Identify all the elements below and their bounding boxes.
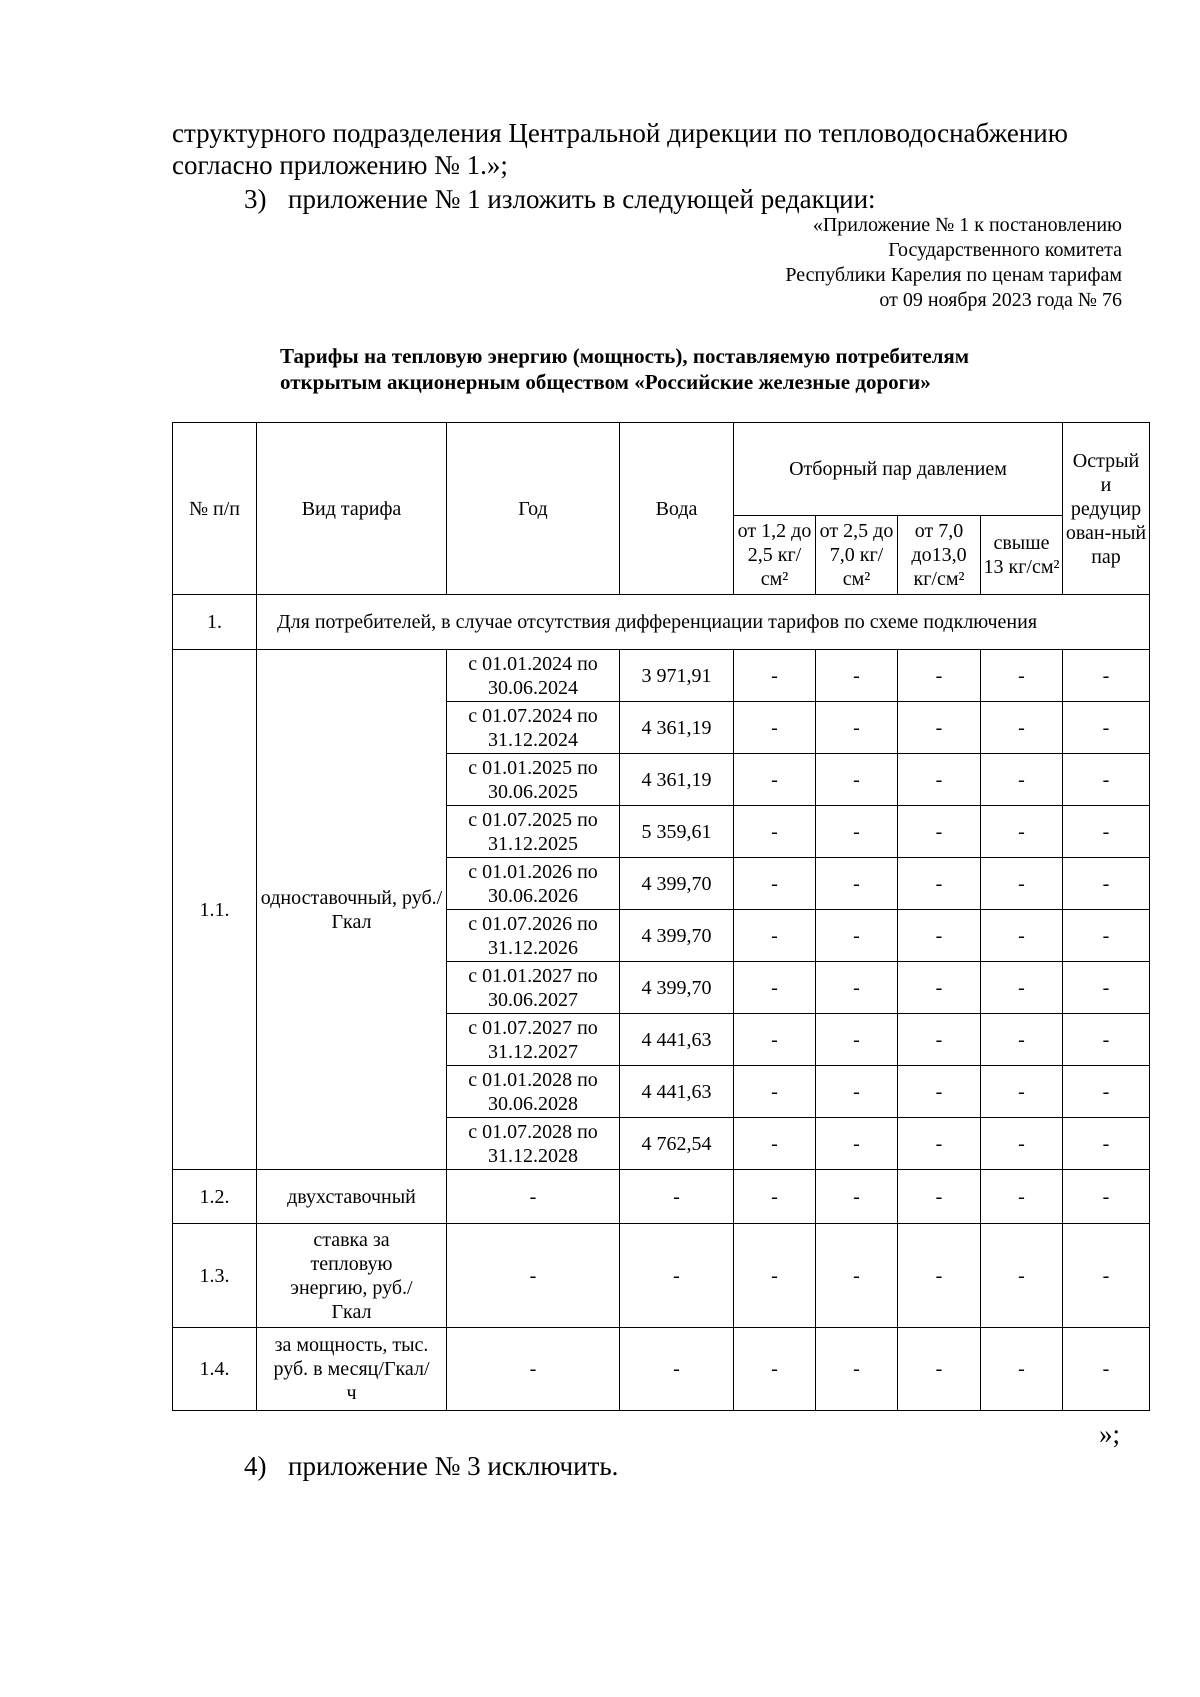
value-cell: - — [981, 754, 1063, 806]
water-cell: 4 441,63 — [620, 1066, 734, 1118]
appendix-ref-line-2: Государственного комитета — [888, 239, 1122, 261]
appendix-ref-line-3: Республики Карелия по ценам тарифам — [785, 264, 1122, 286]
value-cell: - — [898, 650, 981, 702]
value-cell: - — [734, 962, 816, 1014]
value-cell: - — [898, 1328, 981, 1411]
header-steam-4: свыше 13 кг/см² — [981, 516, 1063, 595]
value-cell: - — [816, 1066, 898, 1118]
water-cell: 5 359,61 — [620, 806, 734, 858]
value-cell: - — [1063, 1328, 1150, 1411]
value-cell: - — [898, 1014, 981, 1066]
value-cell: - — [816, 962, 898, 1014]
period-cell: - — [447, 1224, 620, 1328]
table-title-line-1: Тарифы на тепловую энергию (мощность), поставляемую потребителям — [280, 344, 970, 368]
value-cell: - — [981, 806, 1063, 858]
period-cell: с 01.01.2028 по 30.06.2028 — [447, 1066, 620, 1118]
value-cell: - — [1063, 1170, 1150, 1224]
water-cell: 4 399,70 — [620, 858, 734, 910]
period-cell: с 01.07.2028 по 31.12.2028 — [447, 1118, 620, 1170]
water-cell: 4 361,19 — [620, 702, 734, 754]
value-cell: - — [734, 1328, 816, 1411]
value-cell: - — [816, 1014, 898, 1066]
value-cell: - — [816, 910, 898, 962]
value-cell: - — [734, 1118, 816, 1170]
table-title-line-2: открытым акционерным обществом «Российские железные дороги» — [280, 370, 931, 394]
value-cell: - — [816, 1328, 898, 1411]
period-cell: с 01.01.2027 по 30.06.2027 — [447, 962, 620, 1014]
item-3 — [244, 183, 876, 215]
value-cell: - — [1063, 806, 1150, 858]
period-cell: - — [447, 1170, 620, 1224]
value-cell: - — [816, 702, 898, 754]
appendix-ref-line-1: «Приложение № 1 к постановлению — [812, 214, 1122, 236]
row-1-1-num: 1.1. — [173, 650, 257, 1170]
water-cell: 4 762,54 — [620, 1118, 734, 1170]
value-cell: - — [898, 1066, 981, 1118]
value-cell: - — [981, 1066, 1063, 1118]
section-title: Для потребителей, в случае отсутствия дифференциации тарифов по схеме подключения — [257, 595, 1150, 650]
value-cell: - — [734, 858, 816, 910]
item-4 — [244, 1450, 618, 1482]
value-cell: - — [898, 754, 981, 806]
value-cell: - — [1063, 650, 1150, 702]
value-cell: - — [734, 1224, 816, 1328]
value-cell: - — [981, 1014, 1063, 1066]
value-cell: - — [898, 702, 981, 754]
row-1-1-kind: одноставочный, руб./Гкал — [257, 650, 447, 1170]
value-cell: - — [1063, 858, 1150, 910]
value-cell: - — [816, 1170, 898, 1224]
value-cell: - — [898, 1224, 981, 1328]
period-cell: с 01.01.2025 по 30.06.2025 — [447, 754, 620, 806]
appendix-ref-line-4: от 09 ноября 2023 года № 76 — [879, 289, 1122, 311]
value-cell: - — [898, 962, 981, 1014]
value-cell: - — [1063, 1224, 1150, 1328]
item-3-text: приложение № 1 изложить в следующей редакции: — [288, 184, 876, 214]
value-cell: - — [734, 1014, 816, 1066]
water-cell: - — [620, 1170, 734, 1224]
value-cell: - — [734, 1066, 816, 1118]
table-title — [280, 343, 1100, 395]
value-cell: - — [816, 754, 898, 806]
period-cell: с 01.01.2026 по 30.06.2026 — [447, 858, 620, 910]
value-cell: - — [981, 962, 1063, 1014]
header-steam-1: от 1,2 до 2,5 кг/см² — [734, 516, 816, 595]
intro-line-1: структурного подразделения Центральной дирекции по тепловодоснабжению — [172, 118, 1068, 148]
header-steam-3: от 7,0 до13,0 кг/см² — [898, 516, 981, 595]
value-cell: - — [816, 858, 898, 910]
value-cell: - — [981, 1170, 1063, 1224]
value-cell: - — [816, 1224, 898, 1328]
value-cell: - — [898, 806, 981, 858]
value-cell: - — [1063, 1014, 1150, 1066]
value-cell: - — [1063, 910, 1150, 962]
value-cell: - — [898, 910, 981, 962]
header-steam-2: от 2,5 до 7,0 кг/см² — [816, 516, 898, 595]
value-cell: - — [981, 1328, 1063, 1411]
period-cell: с 01.07.2025 по 31.12.2025 — [447, 806, 620, 858]
appendix-reference — [785, 213, 1122, 313]
header-kind: Вид тарифа — [257, 423, 447, 595]
intro-line-2: согласно приложению № 1.»; — [172, 150, 508, 180]
row-num: 1.4. — [173, 1328, 257, 1411]
table-row — [173, 650, 1150, 702]
tariff-table — [172, 422, 1150, 1411]
period-cell: - — [447, 1328, 620, 1411]
period-cell: с 01.07.2027 по 31.12.2027 — [447, 1014, 620, 1066]
value-cell: - — [734, 650, 816, 702]
water-cell: - — [620, 1328, 734, 1411]
water-cell: 4 361,19 — [620, 754, 734, 806]
value-cell: - — [734, 806, 816, 858]
value-cell: - — [898, 1118, 981, 1170]
value-cell: - — [1063, 754, 1150, 806]
table-row — [173, 1170, 1150, 1224]
value-cell: - — [816, 806, 898, 858]
header-year: Год — [447, 423, 620, 595]
value-cell: - — [1063, 962, 1150, 1014]
row-num: 1.3. — [173, 1224, 257, 1328]
header-num: № п/п — [173, 423, 257, 595]
value-cell: - — [734, 754, 816, 806]
row-num: 1.2. — [173, 1170, 257, 1224]
water-cell: - — [620, 1224, 734, 1328]
section-num: 1. — [173, 595, 257, 650]
value-cell: - — [734, 1170, 816, 1224]
value-cell: - — [816, 650, 898, 702]
value-cell: - — [981, 1224, 1063, 1328]
header-acute: Острый и редуцир ован-ный пар — [1063, 423, 1150, 595]
table-row — [173, 1224, 1150, 1328]
value-cell: - — [981, 650, 1063, 702]
row-kind: ставка за тепловую энергию, руб./Гкал — [257, 1224, 447, 1328]
item-3-number: 3) — [244, 184, 267, 214]
water-cell: 4 399,70 — [620, 962, 734, 1014]
value-cell: - — [1063, 1118, 1150, 1170]
row-kind: за мощность, тыс. руб. в месяц/Гкал/ч — [257, 1328, 447, 1411]
table-row — [173, 1328, 1150, 1411]
value-cell: - — [734, 910, 816, 962]
value-cell: - — [1063, 1066, 1150, 1118]
value-cell: - — [981, 1118, 1063, 1170]
value-cell: - — [816, 1118, 898, 1170]
intro-paragraph — [172, 117, 1122, 181]
value-cell: - — [981, 858, 1063, 910]
item-4-number: 4) — [244, 1451, 267, 1481]
value-cell: - — [981, 702, 1063, 754]
water-cell: 4 399,70 — [620, 910, 734, 962]
value-cell: - — [898, 1170, 981, 1224]
value-cell: - — [734, 702, 816, 754]
period-cell: с 01.07.2026 по 31.12.2026 — [447, 910, 620, 962]
water-cell: 4 441,63 — [620, 1014, 734, 1066]
period-cell: с 01.07.2024 по 31.12.2024 — [447, 702, 620, 754]
closing-quote-mark: »; — [1098, 1419, 1120, 1449]
value-cell: - — [898, 858, 981, 910]
value-cell: - — [981, 910, 1063, 962]
header-water: Вода — [620, 423, 734, 595]
water-cell: 3 971,91 — [620, 650, 734, 702]
row-kind: двухставочный — [257, 1170, 447, 1224]
period-cell: с 01.01.2024 по 30.06.2024 — [447, 650, 620, 702]
value-cell: - — [1063, 702, 1150, 754]
item-4-text: приложение № 3 исключить. — [288, 1451, 619, 1481]
header-steam: Отборный пар давлением — [734, 423, 1063, 516]
